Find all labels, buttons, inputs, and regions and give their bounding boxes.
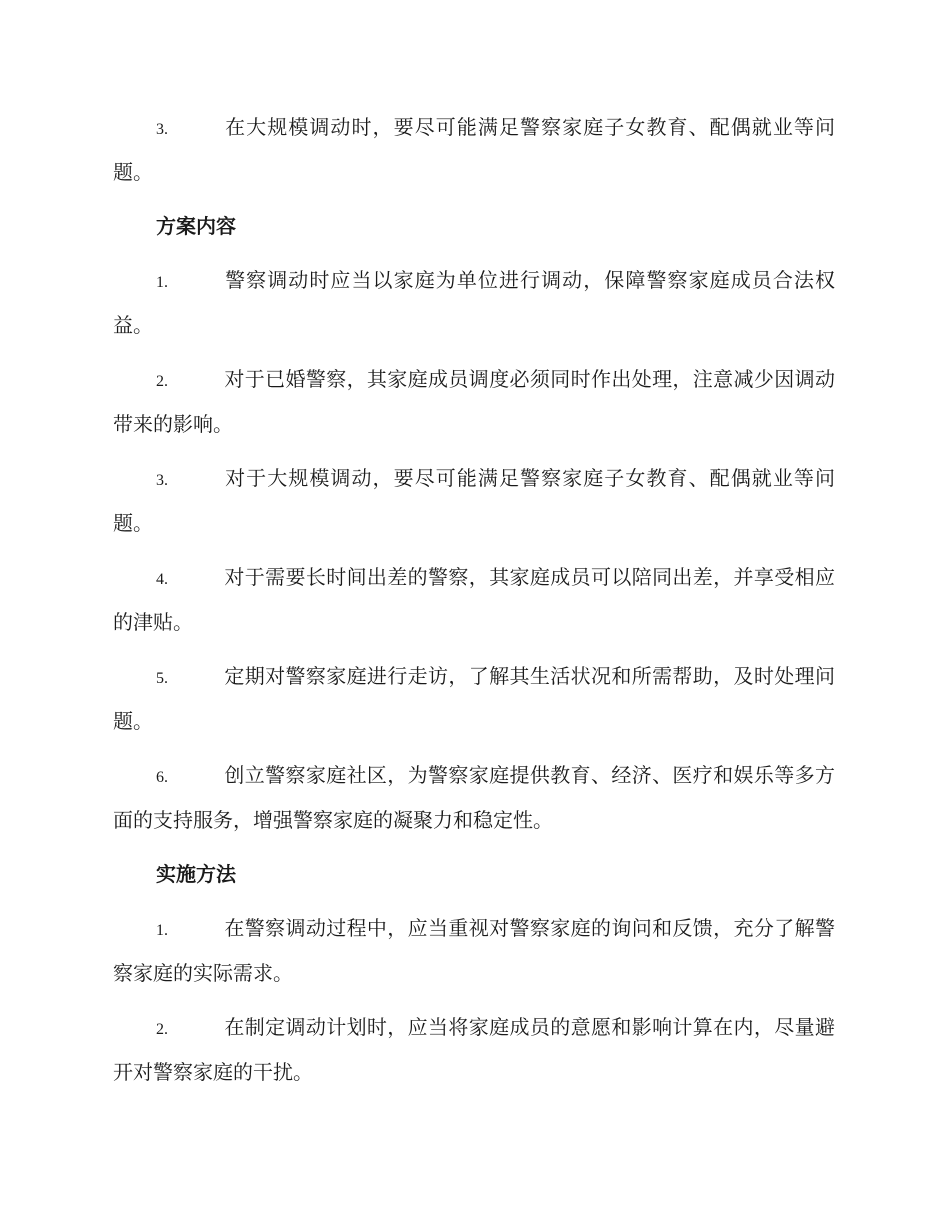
item-number: 3. (156, 121, 168, 138)
item-text: 在警察调动过程中，应当重视对警察家庭的询问和反馈，充分了解警察家庭的实际需求。 (113, 916, 835, 985)
item-number: 4. (156, 571, 168, 588)
list-item (113, 655, 835, 742)
item-number: 1. (156, 922, 168, 939)
item-number: 5. (156, 670, 168, 687)
item-text: 在大规模调动时，要尽可能满足警察家庭子女教育、配偶就业等问题。 (113, 115, 835, 184)
item-number: 3. (156, 472, 168, 489)
document-body (113, 106, 835, 1105)
item-number: 2. (156, 1021, 168, 1038)
list-item (113, 1006, 835, 1093)
section-heading: 实施方法 (156, 862, 236, 886)
item-text: 对于需要长时间出差的警察，其家庭成员可以陪同出差，并享受相应的津贴。 (113, 565, 835, 634)
list-item (113, 556, 835, 643)
list-item (113, 106, 835, 193)
item-number: 6. (156, 769, 168, 786)
list-item (113, 754, 835, 841)
item-text: 对于已婚警察，其家庭成员调度必须同时作出处理，注意减少因调动带来的影响。 (113, 367, 835, 436)
list-item (113, 358, 835, 445)
item-text: 在制定调动计划时，应当将家庭成员的意愿和影响计算在内，尽量避开对警察家庭的干扰。 (113, 1015, 835, 1084)
item-number: 1. (156, 274, 168, 291)
list-item (113, 259, 835, 346)
list-item (113, 457, 835, 544)
section-heading: 方案内容 (156, 214, 236, 238)
item-text: 警察调动时应当以家庭为单位进行调动，保障警察家庭成员合法权益。 (113, 268, 835, 337)
item-number: 2. (156, 373, 168, 390)
item-text: 对于大规模调动，要尽可能满足警察家庭子女教育、配偶就业等问题。 (113, 466, 835, 535)
list-item (113, 907, 835, 994)
item-text: 创立警察家庭社区，为警察家庭提供教育、经济、医疗和娱乐等多方面的支持服务，增强警察家庭的凝聚力和稳定性。 (113, 763, 835, 832)
item-text: 定期对警察家庭进行走访，了解其生活状况和所需帮助，及时处理问题。 (113, 664, 835, 733)
